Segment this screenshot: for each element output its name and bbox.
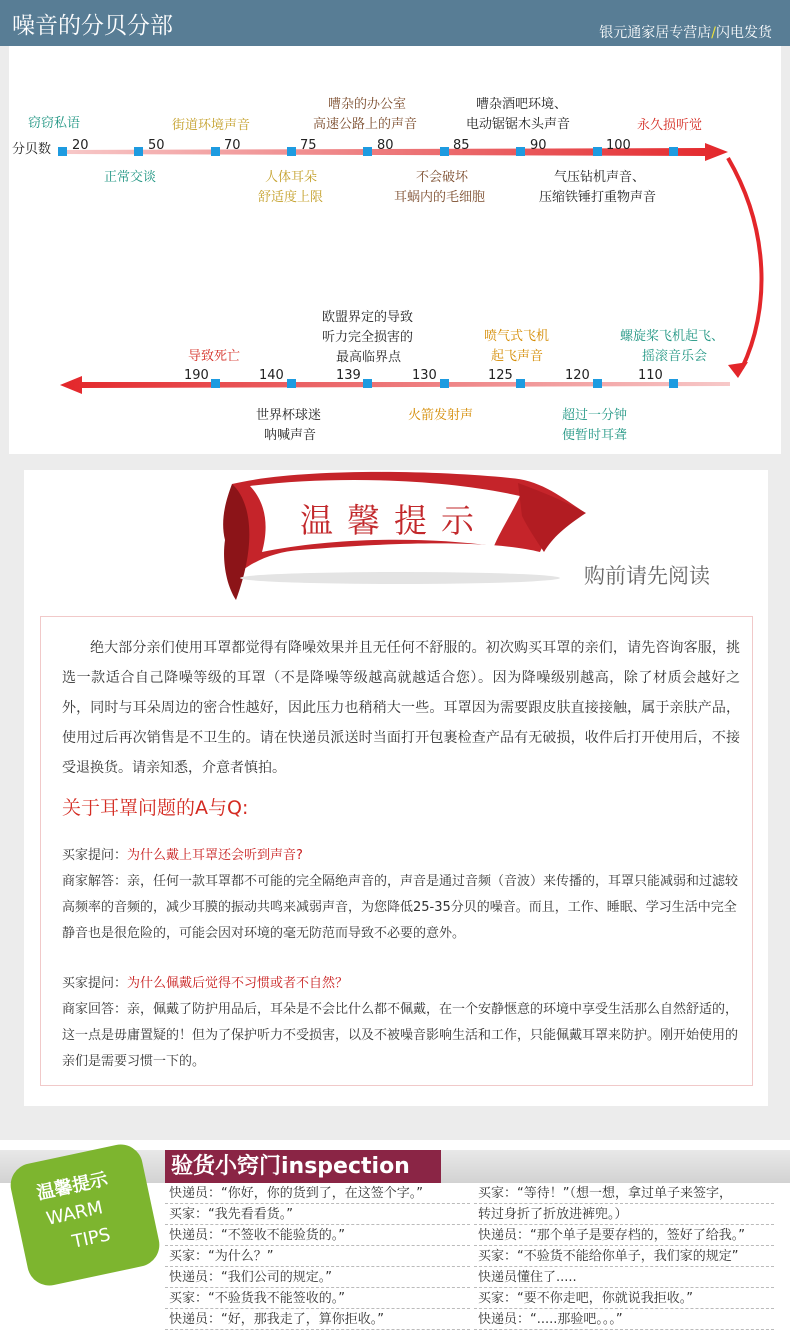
question-text-2: 为什么佩戴后觉得不习惯或者不自然？ <box>127 976 349 991</box>
left-dialog-line: 买家：“不验货我不能签收的。” <box>165 1288 470 1309</box>
value-80: 80 <box>377 138 394 153</box>
value-85: 85 <box>453 138 470 153</box>
value-75: 75 <box>300 138 317 153</box>
label-minute-1: 超过一分钟 <box>562 408 628 423</box>
label-office-2: 高速公路上的声音 <box>313 117 418 132</box>
label-rocket: 火箭发射声 <box>408 408 474 423</box>
warm-tips-subtitle: 购前请先阅读 <box>584 564 710 588</box>
label-street: 街道环境声音 <box>172 118 251 133</box>
tag-line-3: TIPS <box>70 1224 113 1253</box>
right-dialog-line: 快递员懂住了..... <box>474 1267 774 1288</box>
label-whisper: 窃窃私语 <box>28 116 81 131</box>
value-110: 110 <box>638 368 663 383</box>
right-dialog-line: 快递员：“那个单子是要存档的，签好了给我。” <box>474 1225 774 1246</box>
question-text-1: 为什么戴上耳罩还会听到声音? <box>127 848 303 863</box>
axis-label: 分贝数 <box>12 142 52 157</box>
slash: / <box>711 25 716 41</box>
label-jet-1: 喷气式飞机 <box>484 329 550 344</box>
value-100: 100 <box>606 138 631 153</box>
label-hair-cells-1: 不会破坏 <box>416 170 469 185</box>
tag-line-1: 温馨提示 <box>34 1168 110 1205</box>
label-propeller-2: 摇滚音乐会 <box>642 349 708 364</box>
value-50: 50 <box>148 138 165 153</box>
label-eu-3: 最高临界点 <box>336 350 402 365</box>
warm-tips-title: 温馨提示 <box>300 501 488 540</box>
value-139: 139 <box>336 368 361 383</box>
label-death: 导致死亡 <box>188 349 241 364</box>
question-prefix-1: 买家提问： <box>62 848 128 863</box>
question-prefix-2: 买家提问： <box>62 976 128 991</box>
value-90: 90 <box>530 138 547 153</box>
right-dialog-line: 买家：“等待！”（想一想，拿过单子来签字， <box>474 1183 774 1204</box>
value-120: 120 <box>565 368 590 383</box>
label-eu-1: 欧盟界定的导致 <box>322 310 414 325</box>
left-dialog-line: 买家：“我先看看货。” <box>165 1204 470 1225</box>
qa-answer-2: 商家回答：亲，佩戴了防护用品后，耳朵是不会比什么都不佩戴，在一个安静惬意的环境中享受生活那么自然舒适的，这一点是毋庸置疑的！但为了保护听力不受损害，以及不被噪音影响生活和工作，只能佩戴耳罩来防护。刚开始使用的亲们是需要习惯一下的。 <box>62 1002 739 1069</box>
label-bar-2: 电动锯锯木头声音 <box>466 117 571 132</box>
value-20: 20 <box>72 138 89 153</box>
right-dialog-line: 快递员：“.....那验吧。。。” <box>474 1309 774 1330</box>
left-dialog-line: 买家：“为什么？” <box>165 1246 470 1267</box>
tag-line-2: WARM <box>44 1197 105 1230</box>
qa-question-1 <box>62 843 742 869</box>
right-dialog-line: 转过身折了折放进裤兜。） <box>474 1204 774 1225</box>
notice-paragraph: 绝大部分亲们使用耳罩都觉得有降噪效果并且无任何不舒服的。初次购买耳罩的亲们，请先咨询客服，挑选一款适合自己降噪等级的耳罩（不是降噪等级越高就越适合您）。因为降噪级别越高，除了材质会越好之外，同时与耳朵周边的密合性越好，因此压力也稍稍大一些。耳罩因为需要跟皮肤直接接触，属于亲肤产品，使用过后再次销售是不卫生的。请在快递员派送时当面打开包裹检查产品有无破损，收件后打开使用后，不接受退换货。请亲知悉，介意者慎拍。 <box>62 640 740 776</box>
qa-heading: 关于耳罩问题的A与Q: <box>62 797 249 819</box>
left-dialog-line: 快递员：“我们公司的规定。” <box>165 1267 470 1288</box>
label-eu-2: 听力完全损害的 <box>322 330 414 345</box>
value-130: 130 <box>412 368 437 383</box>
label-bar-1: 嘈杂酒吧环境、 <box>476 97 568 112</box>
label-talk: 正常交谈 <box>104 170 157 185</box>
label-worldcup-2: 呐喊声音 <box>264 428 317 443</box>
header-title: 噪音的分贝分部 <box>12 13 173 39</box>
store-name: 银元通家居专营店 <box>599 25 712 41</box>
label-drill-2: 压缩铁锤打重物声音 <box>539 190 657 205</box>
right-dialog-line: 买家：“要不你走吧，你就说我拒收。” <box>474 1288 774 1309</box>
right-dialog-line: 买家：“不验货不能给你单子，我们家的规定” <box>474 1246 774 1267</box>
qa-question-2 <box>62 971 742 997</box>
label-jet-2: 起飞声音 <box>491 349 544 364</box>
qa-answer-1: 商家解答：亲，任何一款耳罩都不可能的完全隔绝声音的，声音是通过音频（音波）来传播的，耳罩只能减弱和过滤较高频率的音频的，减少耳膜的振动共鸣来减弱声音，为您降低25-35分贝的噪音。而且，工作、睡眠、学习生活中完全静音也是很危险的，可能会因对环境的毫无防范而导致不必要的意外。 <box>62 874 739 941</box>
label-drill-1: 气压钻机声音、 <box>554 170 646 185</box>
label-ear-comfort-1: 人体耳朵 <box>265 170 318 185</box>
label-worldcup-1: 世界杯球迷 <box>256 408 322 423</box>
value-190: 190 <box>184 368 209 383</box>
label-office-1: 嘈杂的办公室 <box>328 97 407 112</box>
value-70: 70 <box>224 138 241 153</box>
left-dialog-line: 快递员：“好，那我走了，算你拒收。” <box>165 1309 470 1330</box>
inspection-title: 验货小窍门inspection <box>165 1150 441 1183</box>
label-propeller-1: 螺旋桨飞机起飞、 <box>620 329 725 344</box>
left-dialog-line: 快递员：“你好，你的货到了，在这签个字。” <box>165 1183 470 1204</box>
value-140: 140 <box>259 368 284 383</box>
label-ear-comfort-2: 舒适度上限 <box>258 190 324 205</box>
shipping-note: 闪电发货 <box>716 25 772 41</box>
label-permanent: 永久损听觉 <box>637 118 703 133</box>
left-dialog-line: 快递员：“不签收不能验货的。” <box>165 1225 470 1246</box>
label-hair-cells-2: 耳蜗内的毛细胞 <box>394 190 486 205</box>
value-125: 125 <box>488 368 513 383</box>
label-minute-2: 便暂时耳聋 <box>562 428 628 443</box>
